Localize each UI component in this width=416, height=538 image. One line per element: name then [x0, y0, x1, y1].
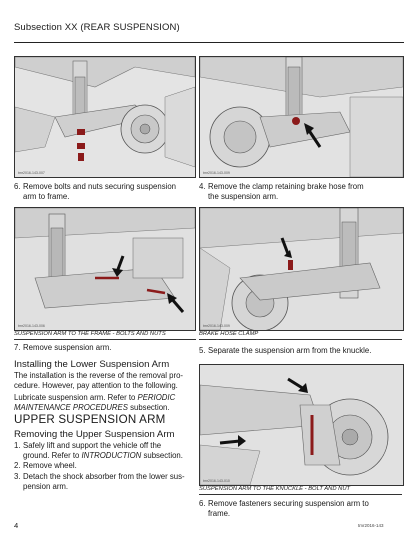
figure-caption: BRAKE HOSE CLAMP	[199, 331, 259, 337]
step-number: 6.	[199, 499, 206, 508]
section-heading-upper-arm: UPPER SUSPENSION ARM	[14, 413, 166, 426]
step-text-line1: Remove bolts and nuts securing suspension	[23, 182, 176, 191]
step-text-line1: Remove wheel.	[23, 461, 77, 470]
figure-illustration	[200, 208, 403, 330]
step-text-line1: Safely lift and support the vehicle off the	[23, 441, 162, 450]
step-number: 7.	[14, 343, 21, 352]
figure-code: tmr2016-143-007	[18, 171, 45, 175]
step-number: 6.	[14, 182, 21, 191]
caption-rule	[199, 494, 402, 495]
step-text-line1: Remove the clamp retaining brake hose from	[208, 182, 364, 191]
section-heading-removing-upper: Removing the Upper Suspension Arm	[14, 429, 175, 440]
figure-code: tmr2016-143-006	[18, 324, 45, 328]
step-text: ground. Refer to	[23, 450, 82, 460]
reference-link-introduction: INTRODUCTION	[81, 450, 142, 460]
paragraph-line1: The installation is the reverse of the removal pro-	[14, 371, 184, 380]
step-number: 5.	[199, 346, 206, 355]
step-text-line1: Remove suspension arm.	[23, 343, 112, 352]
reference-link-maintenance: MAINTENANCE PROCEDURES	[14, 402, 128, 412]
figure-suspension-arm-to-knuckle	[199, 364, 404, 486]
step-number: 3.	[14, 472, 21, 481]
step-text-line2: the suspension arm.	[208, 191, 279, 201]
step-number: 4.	[199, 182, 206, 191]
page-header-title: Subsection XX (REAR SUSPENSION)	[14, 22, 180, 33]
step-text-line2: frame.	[208, 508, 231, 518]
figure-code: tmr2016-143-009	[203, 171, 230, 175]
figure-illustration	[200, 57, 403, 177]
figure-illustration	[15, 208, 195, 330]
step-text-line1: Remove fasteners securing suspension arm to	[208, 499, 369, 508]
document-code: tmr2016-143	[358, 523, 384, 528]
figure-brake-hose-clamp	[199, 207, 404, 331]
figure-suspension-bolts-removed	[14, 56, 196, 178]
step-number: 2.	[14, 461, 21, 470]
step-text-line2: arm to frame.	[23, 191, 70, 201]
figure-illustration	[15, 57, 195, 177]
reference-link-periodic: PERIODIC	[137, 393, 176, 402]
section-heading-installing: Installing the Lower Suspension Arm	[14, 359, 170, 370]
figure-brake-hose-clamp-closeup	[199, 56, 404, 178]
header-rule	[14, 42, 404, 43]
figure-caption: SUSPENSION ARM TO THE KNUCKLE - BOLT AND NUT	[199, 486, 351, 492]
paragraph-installation	[14, 371, 196, 390]
paragraph-lubricate	[14, 393, 196, 412]
figure-code: tmr2016-143-009	[203, 324, 230, 328]
step-text: subsection.	[141, 450, 183, 460]
paragraph-text: Lubricate suspension arm. Refer to	[14, 393, 138, 402]
step-text-line1: Separate the suspension arm from the knuckle.	[208, 346, 372, 355]
caption-rule	[14, 339, 196, 340]
paragraph-text: subsection.	[127, 402, 170, 412]
step-text-line2	[23, 451, 183, 461]
step-text-line2: pension arm.	[23, 481, 69, 491]
page-number: 4	[14, 521, 19, 530]
step-text-line1: Detach the shock absorber from the lower sus-	[23, 472, 185, 481]
caption-rule	[199, 339, 402, 340]
figure-suspension-arm-to-frame	[14, 207, 196, 331]
figure-caption: SUSPENSION ARM TO THE FRAME - BOLTS AND NUTS	[14, 331, 166, 337]
paragraph-line2: cedure. However, pay attention to the following.	[14, 380, 178, 390]
figure-illustration	[200, 365, 403, 485]
step-number: 1.	[14, 441, 21, 450]
figure-code: tmr2016-143-010	[203, 479, 230, 483]
